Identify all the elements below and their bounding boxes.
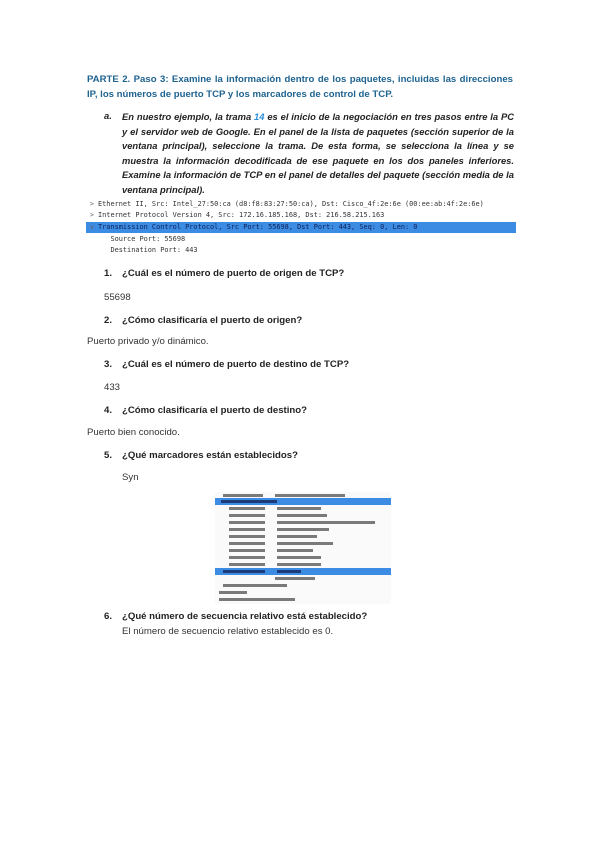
flags-row: [215, 498, 391, 505]
instruction-paragraph: [104, 110, 514, 198]
question-5: [104, 450, 298, 461]
list-letter: a.: [104, 110, 112, 121]
question-number: 1.: [104, 268, 113, 279]
flags-row: [215, 575, 391, 582]
instruction-text-after: es el inicio de la negociación en tres pasos entre la PC y el servidor web de Google. En el panel de la lista de paquetes (sección superior de la ventana principal), seleccione la trama. De esta forma, se selecciona la línea y se muestra la información decodificada de ese paquete en los dos paneles inferiores. Examine la información de TCP en el panel de detalles del paquete (sección media de la ventana principal).: [122, 111, 514, 195]
answer-3: 433: [104, 382, 121, 393]
ipv4-row-text: Internet Protocol Version 4, Src: 172.16.185.168, Dst: 216.58.215.163: [98, 211, 385, 219]
tcp-row: [86, 222, 516, 233]
flags-row: [215, 554, 391, 561]
flags-row: [215, 589, 391, 596]
instruction-text: [122, 110, 514, 198]
answer-5: Syn: [122, 472, 139, 483]
source-port-text: Source Port: 55698: [98, 235, 186, 243]
ethernet-row-text: Ethernet II, Src: Intel_27:50:ca (d8:f8:83:27:50:ca), Dst: Cisco_4f:2e:6e (00:ee:ab:4f:2e:6e): [98, 200, 484, 208]
ethernet-row: [86, 199, 516, 210]
question-3: [104, 359, 349, 370]
destination-port-row: [86, 245, 516, 256]
question-text: ¿Qué número de secuencia relativo está establecido?: [122, 611, 368, 622]
question-6: [104, 611, 367, 622]
question-1: [104, 268, 344, 279]
flags-row: [215, 596, 391, 603]
tcp-row-text: Transmission Control Protocol, Src Port: 55698, Dst Port: 443, Seq: 0, Len: 0: [98, 223, 418, 231]
expand-icon: >: [89, 211, 95, 219]
question-text: ¿Cuál es el número de puerto de origen de TCP?: [122, 268, 345, 279]
flags-row: [215, 582, 391, 589]
answer-4: Puerto bien conocido.: [87, 427, 180, 438]
flags-row: [215, 561, 391, 568]
flags-row: [215, 568, 391, 575]
section-heading: PARTE 2. Paso 3: Examine la información dentro de los paquetes, incluidas las direcciones IP, los números de puerto TCP y los marcadores de control de TCP.: [87, 74, 513, 100]
flags-row: [215, 526, 391, 533]
source-port-row: [86, 234, 516, 245]
question-text: ¿Qué marcadores están establecidos?: [122, 450, 298, 461]
answer-1: 55698: [104, 292, 131, 303]
question-number: 2.: [104, 315, 113, 326]
destination-port-text: Destination Port: 443: [98, 246, 198, 254]
frame-number: 14: [254, 111, 265, 122]
question-number: 4.: [104, 405, 113, 416]
question-text: ¿Cómo clasificaría el puerto de origen?: [122, 315, 303, 326]
question-number: 6.: [104, 611, 113, 622]
collapse-icon: v: [89, 223, 95, 231]
ipv4-row: [86, 210, 516, 221]
question-number: 5.: [104, 450, 113, 461]
question-number: 3.: [104, 359, 113, 370]
instruction-text-before: En nuestro ejemplo, la trama: [122, 111, 255, 122]
packet-details-screenshot: [86, 199, 516, 259]
expand-icon: >: [89, 200, 95, 208]
flags-row: [215, 512, 391, 519]
flags-row: [215, 505, 391, 512]
answer-6: El número de secuencio relativo establecido es 0.: [122, 626, 334, 637]
flags-row: [215, 519, 391, 526]
answer-2: Puerto privado y/o dinámico.: [87, 336, 209, 347]
question-2: [104, 315, 302, 326]
question-text: ¿Cómo clasificaría el puerto de destino?: [122, 405, 307, 416]
tcp-flags-screenshot: [215, 492, 391, 604]
question-4: [104, 405, 307, 416]
flags-row: [215, 533, 391, 540]
flags-row: [215, 547, 391, 554]
question-text: ¿Cuál es el número de puerto de destino de TCP?: [122, 359, 350, 370]
flags-row: [215, 540, 391, 547]
